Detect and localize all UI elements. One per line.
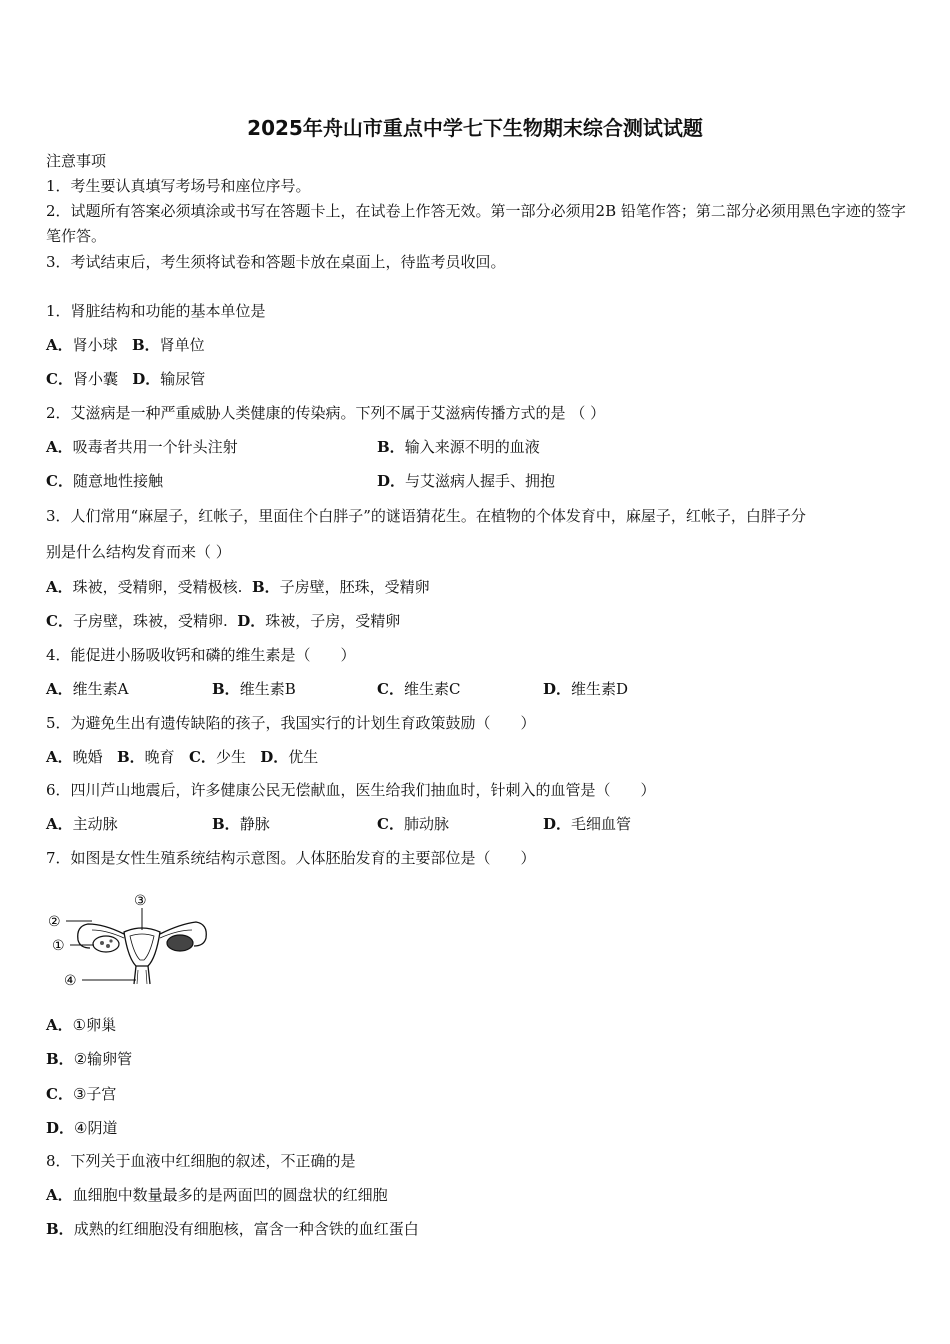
option-label: D． xyxy=(237,612,266,630)
option-label: B． xyxy=(116,748,145,766)
option-label: A． xyxy=(46,438,73,456)
question-7-option-d xyxy=(46,1118,117,1138)
option-label: D． xyxy=(132,370,161,388)
question-6-option-b xyxy=(212,814,270,834)
option-label: A． xyxy=(46,336,73,354)
option-text: 肾单位 xyxy=(159,336,205,354)
question-1-stem: 1．肾脏结构和功能的基本单位是 xyxy=(46,302,266,320)
option-label: B． xyxy=(377,438,405,456)
option-label: D． xyxy=(543,680,572,698)
female-reproductive-system-figure xyxy=(44,888,214,992)
option-text: 肺动脉 xyxy=(403,815,449,833)
option-label: C． xyxy=(46,472,73,490)
option-text: 珠被，子房，受精卵 xyxy=(265,612,401,630)
question-5-stem: 5．为避免生出有遗传缺陷的孩子，我国实行的计划生育政策鼓励（ ） xyxy=(46,714,536,732)
option-text: 晚婚 xyxy=(72,748,103,766)
option-label: B． xyxy=(46,1050,74,1068)
option-label: D． xyxy=(543,815,572,833)
question-6-option-d xyxy=(543,814,631,834)
question-6-stem: 6．四川芦山地震后，许多健康公民无偿献血，医生给我们抽血时，针刺入的血管是（ ） xyxy=(46,781,656,799)
question-2-option-d xyxy=(377,471,555,491)
option-label: C． xyxy=(46,1085,73,1103)
option-text: ①卵巢 xyxy=(72,1016,117,1034)
question-3-options-row-1 xyxy=(46,577,430,597)
question-4-option-d xyxy=(543,679,628,699)
option-label: A． xyxy=(46,680,73,698)
question-2-option-a xyxy=(46,437,238,457)
question-7-option-c xyxy=(46,1084,116,1104)
option-text: 晚育 xyxy=(144,748,175,766)
option-label: A． xyxy=(46,578,73,596)
option-text: 毛细血管 xyxy=(571,815,632,833)
option-text: ③子宫 xyxy=(72,1085,117,1103)
figure-label-2: ② xyxy=(48,914,61,930)
notice-item-1: 1．考生要认真填写考场号和座位序号。 xyxy=(46,177,311,195)
option-label: A． xyxy=(46,748,73,766)
option-label: B． xyxy=(212,680,240,698)
option-text: 吸毒者共用一个针头注射 xyxy=(72,438,238,456)
notice-item-3: 3．考试结束后，考生须将试卷和答题卡放在桌面上，待监考员收回。 xyxy=(46,253,506,271)
question-2-option-c xyxy=(46,471,163,491)
figure-label-1: ① xyxy=(52,938,65,954)
option-label: C． xyxy=(377,680,404,698)
option-text: ②输卵管 xyxy=(73,1050,133,1068)
option-label: D． xyxy=(46,1119,75,1137)
question-2-stem: 2．艾滋病是一种严重威胁人类健康的传染病。下列不属于艾滋病传播方式的是 （ ） xyxy=(46,404,606,422)
question-4-option-b xyxy=(212,679,296,699)
option-text: 肾小球 xyxy=(72,336,118,354)
figure-label-4: ④ xyxy=(64,973,77,989)
option-label: D． xyxy=(260,748,289,766)
question-7-option-b xyxy=(46,1049,132,1069)
question-1-options-row-2 xyxy=(46,369,205,389)
question-8-option-b xyxy=(46,1219,419,1239)
question-6-option-a xyxy=(46,814,118,834)
question-3-options-row-2 xyxy=(46,611,400,631)
option-text: 血细胞中数量最多的是两面凹的圆盘状的红细胞 xyxy=(72,1186,388,1204)
option-text: 输尿管 xyxy=(160,370,206,388)
question-4-option-c xyxy=(377,679,460,699)
option-text: 维生素A xyxy=(72,680,129,698)
option-label: C． xyxy=(46,370,73,388)
option-text: 维生素B xyxy=(239,680,296,698)
question-1-options-row-1 xyxy=(46,335,205,355)
figure-label-3: ③ xyxy=(134,893,147,909)
option-text: 子房壁，珠被，受精卵. xyxy=(72,612,228,630)
option-label: B． xyxy=(46,1220,74,1238)
option-text: ④阴道 xyxy=(74,1119,118,1137)
document-title: 2025年舟山市重点中学七下生物期末综合测试试题 xyxy=(247,116,703,140)
question-6-option-c xyxy=(377,814,449,834)
option-text: 主动脉 xyxy=(72,815,118,833)
question-4-stem: 4．能促进小肠吸收钙和磷的维生素是（ ） xyxy=(46,646,356,664)
question-7-option-a xyxy=(46,1015,116,1035)
option-text: 少生 xyxy=(215,748,246,766)
option-text: 输入来源不明的血液 xyxy=(404,438,540,456)
option-text: 成熟的红细胞没有细胞核，富含一种含铁的血红蛋白 xyxy=(73,1220,419,1238)
option-text: 肾小囊 xyxy=(72,370,118,388)
notice-heading: 注意事项 xyxy=(46,152,107,170)
question-8-stem: 8．下列关于血液中红细胞的叙述，不正确的是 xyxy=(46,1152,356,1170)
option-text: 静脉 xyxy=(239,815,270,833)
option-label: B． xyxy=(131,336,160,354)
option-text: 维生素C xyxy=(403,680,461,698)
option-label: B． xyxy=(251,578,280,596)
option-text: 维生素D xyxy=(571,680,629,698)
option-label: C． xyxy=(377,815,404,833)
option-text: 珠被，受精卵，受精极核. xyxy=(72,578,243,596)
notice-item-2: 2．试题所有答案必须填涂或书写在答题卡上，在试卷上作答无效。第一部分必须用2B 铅笔作答；第二部分必须用黑色字迹的签字笔作答。 xyxy=(46,202,906,245)
question-5-options xyxy=(46,747,318,767)
option-text: 子房壁，胚珠，受精卵 xyxy=(279,578,430,596)
option-label: C． xyxy=(188,748,216,766)
option-text: 优生 xyxy=(288,748,319,766)
question-3-stem-line-1: 3．人们常用“麻屋子，红帐子，里面住个白胖子”的谜语猜花生。在植物的个体发育中，麻屋子，红帐子，白胖子分 xyxy=(46,507,806,525)
question-8-option-a xyxy=(46,1185,388,1205)
question-2-option-b xyxy=(377,437,540,457)
question-3-stem-line-2: 别是什么结构发育而来（ ） xyxy=(46,543,231,561)
option-text: 随意地性接触 xyxy=(72,472,163,490)
option-label: D． xyxy=(377,472,406,490)
option-label: A． xyxy=(46,1016,73,1034)
option-text: 与艾滋病人握手、拥抱 xyxy=(405,472,556,490)
option-label: A． xyxy=(46,815,73,833)
option-label: A． xyxy=(46,1186,73,1204)
option-label: B． xyxy=(212,815,240,833)
question-7-stem: 7．如图是女性生殖系统结构示意图。人体胚胎发育的主要部位是（ ） xyxy=(46,849,536,867)
option-label: C． xyxy=(46,612,73,630)
question-4-option-a xyxy=(46,679,128,699)
